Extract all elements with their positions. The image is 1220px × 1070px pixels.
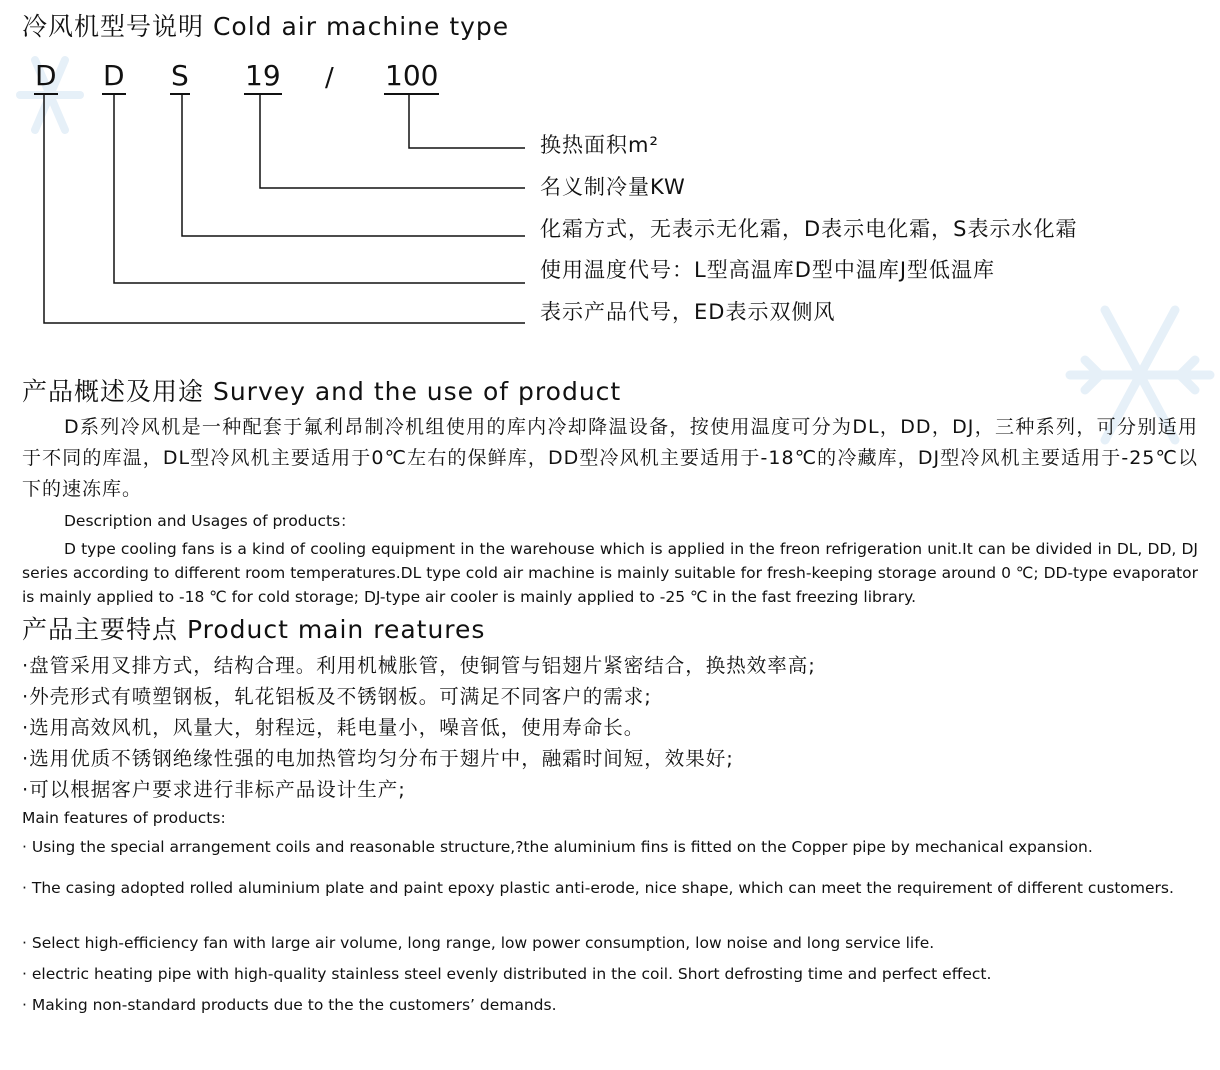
model-code-part-5: 100 <box>384 60 439 95</box>
model-code-part-2: D <box>102 60 126 95</box>
feature-cn-item-2: ·外壳形式有喷塑钢板，轧花铝板及不锈钢板。可满足不同客户的需求; <box>22 685 652 708</box>
model-code-part-3: S <box>170 60 190 95</box>
survey-en-label: Description and Usages of products： <box>64 512 356 530</box>
model-title: 冷风机型号说明 Cold air machine type <box>22 12 510 41</box>
feature-en-item-2: · The casing adopted rolled aluminium plate and paint epoxy plastic anti-erode, nice shape, which can meet the requirement of different customers. <box>22 879 1174 897</box>
feature-en-item-3: · Select high-efficiency fan with large air volume, long range, low power consumption, low noise and long service life. <box>22 934 935 952</box>
legend-item-temperature: 使用温度代号：L型高温库D型中温库J型低温库 <box>540 258 996 282</box>
survey-cn-paragraph: D系列冷风机是一种配套于氟利昂制冷机组使用的库内冷却降温设备，按使用温度可分为DL，DD，DJ，三种系列，可分别适用于不同的库温，DL型冷风机主要适用于0℃左右的保鲜库，DD型冷风机主要适用于-18℃的冷藏库，DJ型冷风机主要适用于-25℃以下的速冻库。 <box>22 416 1198 500</box>
feature-cn-item-4: ·选用优质不锈钢绝缘性强的电加热管均匀分布于翅片中，融霜时间短，效果好; <box>22 747 734 770</box>
features-heading: 产品主要特点 Product main reatures <box>22 615 486 644</box>
legend-item-defrost: 化霜方式，无表示无化霜，D表示电化霜，S表示水化霜 <box>540 217 1078 241</box>
legend-item-product-code: 表示产品代号，ED表示双侧风 <box>540 300 836 324</box>
survey-en-paragraph: D type cooling fans is a kind of cooling equipment in the warehouse which is applied in the freon refrigeration unit.It can be divided in DL, DD, DJ series according to different room temperatures.DL type cold air machine is mainly suitable for fresh-keeping storage around 0 ℃; DD-type evaporator is mainly applied to -18 ℃ for cold storage; DJ-type air cooler is mainly applied to -25 ℃ in the fast freezing library. <box>22 540 1198 606</box>
survey-heading: 产品概述及用途 Survey and the use of product <box>22 377 622 406</box>
model-code-part-4: 19 <box>244 60 282 95</box>
legend-item-capacity: 名义制冷量KW <box>540 175 686 199</box>
model-code-separator: / <box>325 63 334 93</box>
features-en-label: Main features of products: <box>22 809 226 827</box>
feature-cn-item-3: ·选用高效风机，风量大，射程远，耗电量小，噪音低，使用寿命长。 <box>22 716 645 739</box>
feature-cn-item-5: ·可以根据客户要求进行非标产品设计生产; <box>22 778 406 801</box>
model-code-connector-lines <box>0 0 540 340</box>
legend-item-area: 换热面积m² <box>540 133 659 157</box>
feature-en-item-5: · Making non-standard products due to the the customers’ demands. <box>22 996 557 1014</box>
feature-en-item-1: · Using the special arrangement coils and reasonable structure,?the aluminium fins is fitted on the Copper pipe by mechanical expansion. <box>22 838 1093 856</box>
model-code-part-1: D <box>34 60 58 95</box>
feature-cn-item-1: ·盘管采用叉排方式，结构合理。利用机械胀管，使铜管与铝翅片紧密结合，换热效率高; <box>22 654 816 677</box>
feature-en-item-4: · electric heating pipe with high-quality stainless steel evenly distributed in the coil. Short defrosting time and perfect effect. <box>22 965 992 983</box>
